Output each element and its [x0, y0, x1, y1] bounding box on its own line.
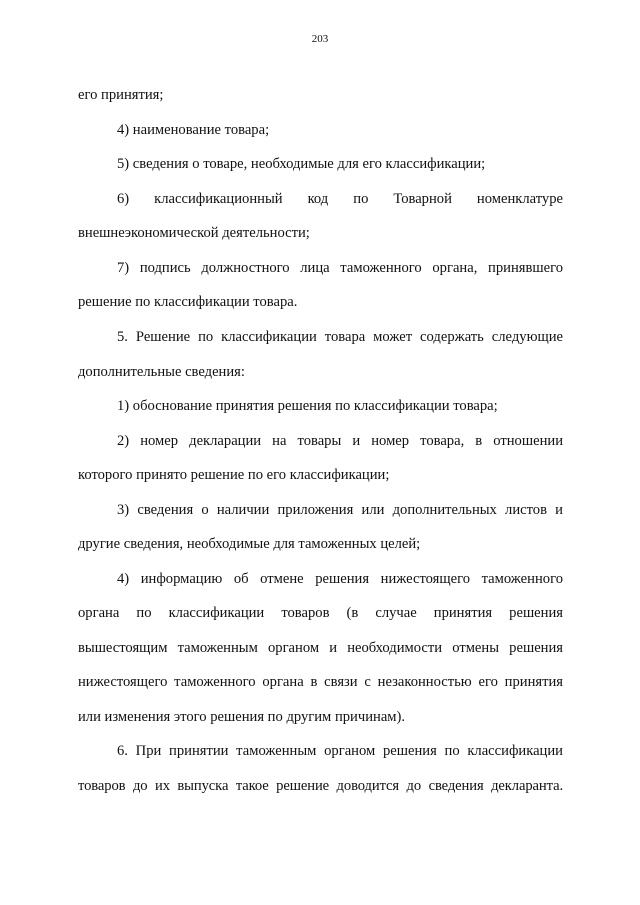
text-line: 3) сведения о наличии приложения или дополнительных листов и	[117, 502, 563, 518]
text-line: 6. При принятии таможенным органом решения по классификации	[117, 743, 563, 759]
page-number: 203	[311, 33, 329, 45]
text-line: органа по классификации товаров (в случае принятия решения	[78, 605, 563, 621]
text-line: вышестоящим таможенным органом и необходимости отмены решения	[78, 640, 563, 656]
text-line: его принятия;	[78, 87, 164, 103]
text-line: внешнеэкономической деятельности;	[78, 225, 310, 241]
text-line: 6) классификационный код по Товарной номенклатуре	[117, 191, 563, 207]
text-line: 4) наименование товара;	[117, 122, 270, 138]
text-line: 5. Решение по классификации товара может содержать следующие	[117, 329, 563, 345]
text-line: товаров до их выпуска такое решение доводится до сведения декларанта.	[78, 778, 563, 794]
text-line: дополнительные сведения:	[78, 364, 245, 380]
text-line: которого принято решение по его классификации;	[78, 467, 390, 483]
text-line: 1) обоснование принятия решения по классификации товара;	[117, 398, 498, 414]
text-line: 4) информацию об отмене решения нижестоящего таможенного	[117, 571, 563, 587]
text-line: нижестоящего таможенного органа в связи с незаконностью его принятия	[78, 674, 563, 690]
text-line: другие сведения, необходимые для таможенных целей;	[78, 536, 421, 552]
text-line: 7) подпись должностного лица таможенного органа, принявшего	[117, 260, 563, 276]
text-line: 2) номер декларации на товары и номер товара, в отношении	[117, 433, 563, 449]
text-line: или изменения этого решения по другим причинам).	[78, 709, 406, 725]
text-line: 5) сведения о товаре, необходимые для его классификации;	[117, 156, 486, 172]
text-line: решение по классификации товара.	[78, 294, 298, 310]
